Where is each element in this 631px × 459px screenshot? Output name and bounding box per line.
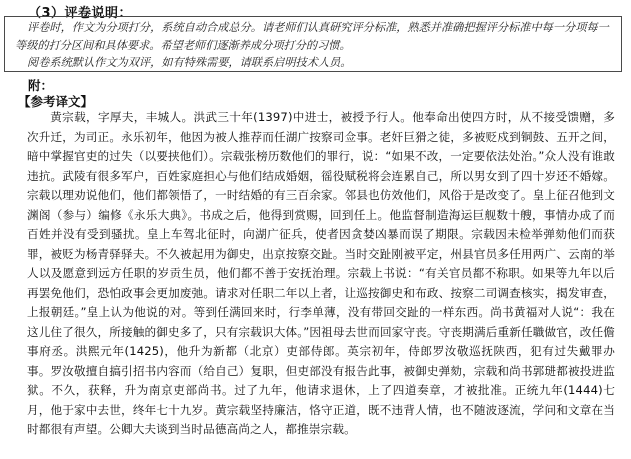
grading-note-2: 阅卷系统默认作文为双评，如有特殊需要，请联系启明技术人员。: [27, 56, 352, 69]
grading-note-1: 评卷时，作文为分项打分，系统自动合成总分。请老师们认真研究评分标准，熟悉并准确把握评分标准中每一分项每一等级的打分区间和具体要求。希望老师们逐渐养成分项打分的习惯。: [15, 21, 609, 52]
translation-body: [27, 108, 615, 440]
section-heading: （3）评卷说明：: [28, 6, 133, 21]
grading-notes-box: [4, 16, 622, 72]
translation-paragraph: 黄宗载，字厚夫，丰城人。洪武三十年(1397)中进士，被授予行人。他奉命出使四方时，从不接受馈赠，多次升迁，为司正。永乐初年，他因为被人推荐而任湖广按察司佥事。老奸巨猾之徒，多被贬戍到铜鼓、五开之间，暗中掌握官吏的过失（以要挟他们）。宗载张榜历数他们的罪行，说：“如果不改，一定要依法处治。”众人没有谁敢违抗。武陵有很多军户，百姓家庭担心与他们结成婚姻，徭役赋税将会连累自己，所以男女到了四十岁还不婚嫁。宗载以理劝说他们，他们都领悟了，一时结婚的有三百余家。邻县也仿效他们，风俗于是改变了。皇上征召他到文渊阁（参与）编修《永乐大典》。书成之后，他得到赏赐，回到任上。他监督制造海运巨舰数十艘，事情办成了而百姓并没有受到骚扰。皇上车驾北征时，向湖广征兵，使者因贪婪凶暴而误了期限。宗载因未检举弹劾他们而获罪，被贬为杨青驿驿夫。不久被起用为御史，出京按察交趾。当时交趾刚被平定，州县官员多任用两广、云南的举人以及愿意到远方任职的岁贡生员，他们都不善于安抚治理。宗载上书说：“有关官员都不称职。如果等九年以后再罢免他们，恐怕政事会更加废弛。请求对任职二年以上者，让巡按御史和布政、按察二司调查核实，揭发审查，上报朝廷。”皇上认为他说的对。等到任满回来时，行李单薄，没有带回交趾的一样东西。尚书黄福对人说“：我在这儿住了很久，所接触的御史多了，只有宗载识大体。”因祖母去世而回家守丧。守丧期满后重新任職做官，改任儋事府丞。洪熙元年(1425)，他升为新都（北京）吏部侍郎。英宗初年，侍郎罗汝敬巡抚陕西，犯有过失戴罪办事。罗汝敬擅自搞引招书内容而（给自己）复职，但吏部没有报告此事，被御史弹劾，宗载和尚书郭琎都被投进监狱。不久，获释，升为南京吏部尚书。过了九年，他请求退休，上了四道奏章，才被批准。正统九年(1444)七月，他于家中去世，终年七十九岁。黄宗载坚持廉洁，恪守正道，既不违背人情，也不随波逐流，学问和文章在当时都很有声望。公卿大夫谈到当时品德高尚之人，都推崇宗载。: [27, 110, 615, 436]
reference-translation-title: 【参考译文】: [18, 94, 94, 109]
appendix-label: 附：: [28, 78, 54, 93]
